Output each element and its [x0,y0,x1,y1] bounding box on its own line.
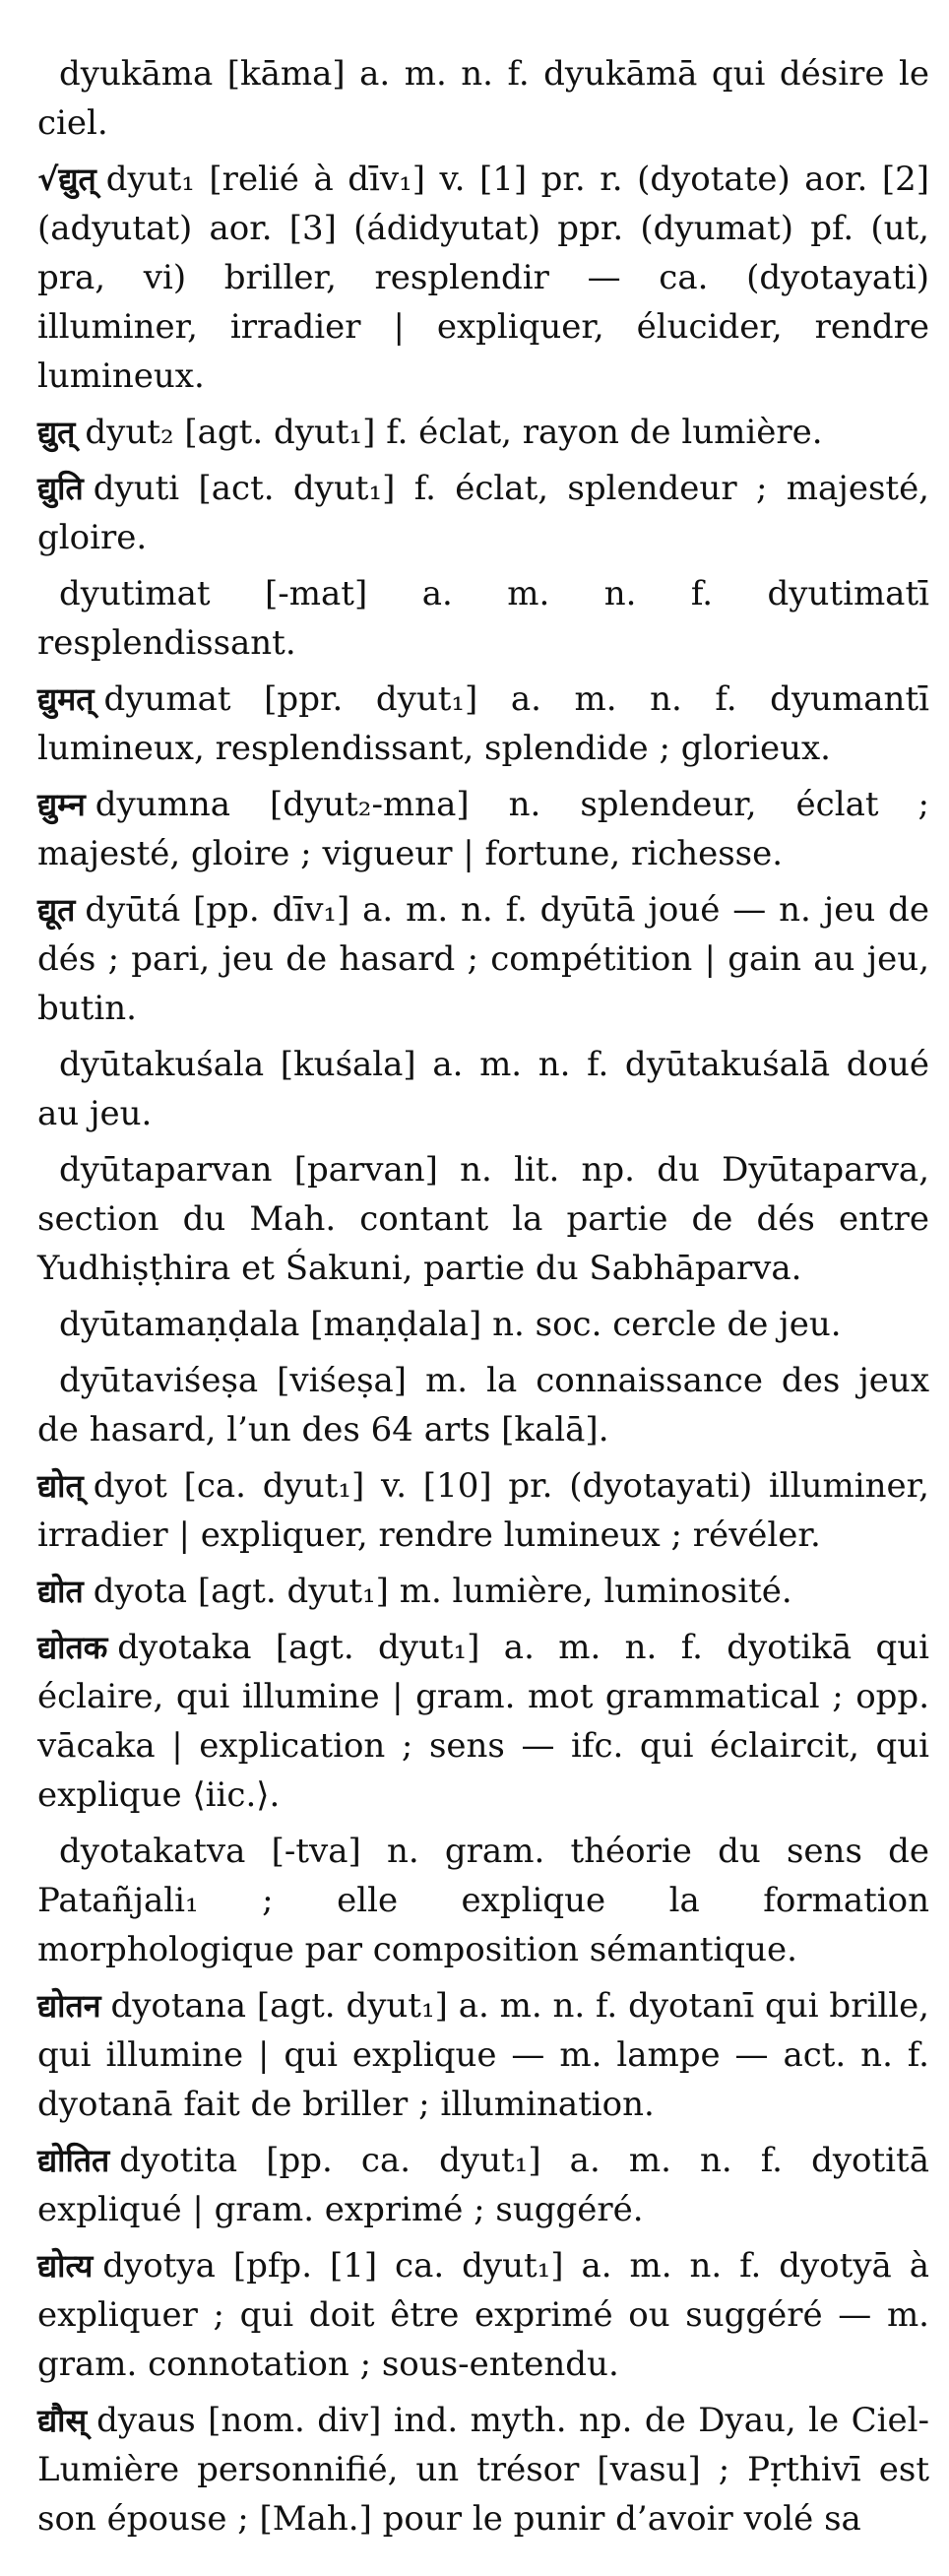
entry-dyut1 [37,155,929,401]
entry-text: dyut₁ [relié à dīv₁] v. [1] pr. r. (dyotate) aor. [2] (adyutat) aor. [3] (ádidyutat) ppr. (dyumat) pf. (ut, pra, vi) briller, resplendir — ca. (dyotayati) illuminer, irradier | expliquer, élucider, rendre lumineux. [37,160,929,396]
entry-text: dyutimat [-mat] a. m. n. f. dyutimatī resplendissant. [37,574,929,663]
devanagari-headword: द्योत [37,1573,84,1610]
entry-dyutamandala [37,1300,929,1349]
entry-dyotakatva [37,1827,929,1974]
entry-text: dyumna [dyut₂-mna] n. splendeur, éclat ; majesté, gloire ; vigueur | fortune, richesse. [37,785,929,873]
entry-text: dyuti [act. dyut₁] f. éclat, splendeur ; majesté, gloire. [37,469,929,557]
entry-dyutakusala [37,1040,929,1138]
entry-text: dyukāma [kāma] a. m. n. f. dyukāmā qui désire le ciel. [37,54,929,143]
entry-dyaus [37,2396,929,2544]
devanagari-headword: द्योतन [37,1987,101,2025]
entry-text: dyūtamaṇḍala [maṇḍala] n. soc. cercle de jeu. [59,1305,842,1344]
entry-dyutaparvan [37,1145,929,1293]
entry-text: dyotita [pp. ca. dyut₁] a. m. n. f. dyotitā expliqué | gram. exprimé ; suggéré. [37,2141,929,2229]
entry-text: dyaus [nom. div] ind. myth. np. de Dyau, le Ciel-Lumière personnifié, un trésor [vasu] ; Pṛthivī est son épouse ; [Mah.] pour le punir d’avoir volé sa [37,2401,929,2539]
devanagari-headword: द्युत् [37,414,76,451]
entry-text: dyūtá [pp. dīv₁] a. m. n. f. dyūtā joué — n. jeu de dés ; pari, jeu de hasard ; compétition | gain au jeu, butin. [37,890,929,1028]
devanagari-headword: √द्युत् [37,161,96,198]
entry-dyumna [37,780,929,878]
entry-dyotita [37,2136,929,2234]
devanagari-headword: द्युति [37,470,84,507]
entry-dyot [37,1461,929,1560]
entry-text: dyūtakuśala [kuśala] a. m. n. f. dyūtakuśalā doué au jeu. [37,1045,929,1133]
entry-dyuta [37,885,929,1033]
devanagari-headword: द्योतित [37,2142,110,2179]
devanagari-headword: द्युमत् [37,680,95,718]
entry-dyumat [37,675,929,773]
entry-dyut2 [37,408,929,457]
entry-text: dyotana [agt. dyut₁] a. m. n. f. dyotanī qui brille, qui illumine | qui explique — m. lampe — act. n. f. dyotanā fait de briller ; illumination. [37,1986,929,2124]
devanagari-headword: द्युम्न [37,786,86,823]
entry-dyota [37,1567,929,1616]
entry-dyutavisesa [37,1356,929,1454]
entry-text: dyūtaviśeṣa [viśeṣa] m. la connaissance des jeux de hasard, l’un des 64 arts [kalā]. [37,1361,929,1449]
devanagari-headword: द्योत्य [37,2247,94,2285]
entry-text: dyotya [pfp. [1] ca. dyut₁] a. m. n. f. dyotyā à expliquer ; qui doit être exprimé ou suggéré — m. gram. connotation ; sous-entendu. [37,2246,929,2384]
devanagari-headword: द्योतक [37,1629,108,1666]
entry-text: dyūtaparvan [parvan] n. lit. np. du Dyūtaparva, section du Mah. contant la partie de dés entre Yudhiṣṭhira et Śakuni, partie du Sabhāparva. [37,1150,929,1288]
entry-dyutimat [37,569,929,668]
devanagari-headword: द्यौस् [37,2402,88,2439]
entry-dyuti [37,464,929,562]
entry-dyotaka [37,1623,929,1820]
entry-text: dyut₂ [agt. dyut₁] f. éclat, rayon de lumière. [85,413,823,452]
entry-dyotana [37,1981,929,2129]
entry-text: dyotaka [agt. dyut₁] a. m. n. f. dyotikā qui éclaire, qui illumine | gram. mot grammatical ; opp. vācaka | explication ; sens — ifc. qui éclaircit, qui explique ⟨iic.⟩. [37,1628,929,1815]
devanagari-headword: द्यूत [37,891,76,929]
entry-text: dyotakatva [-tva] n. gram. théorie du sens de Patañjali₁ ; elle explique la formation morphologique par composition sémantique. [37,1832,929,1969]
entry-text: dyumat [ppr. dyut₁] a. m. n. f. dyumantī lumineux, resplendissant, splendide ; glorieux. [37,679,929,768]
entry-dyukama [37,49,929,148]
entry-text: dyota [agt. dyut₁] m. lumière, luminosité. [93,1572,792,1611]
devanagari-headword: द्योत् [37,1467,84,1505]
entry-text: dyot [ca. dyut₁] v. [10] pr. (dyotayati) illuminer, irradier | expliquer, rendre lumineux ; révéler. [37,1466,929,1555]
entry-dyotya [37,2241,929,2389]
